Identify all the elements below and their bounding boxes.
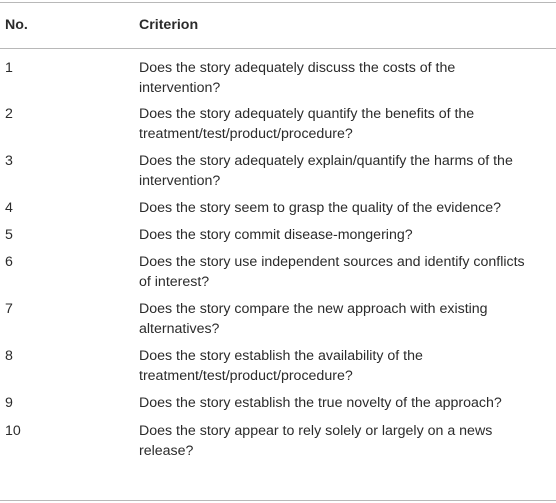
criterion-line: Does the story compare the new approach with existing (139, 301, 488, 317)
criterion-line: treatment/test/product/procedure? (139, 126, 353, 142)
row-number: 7 (5, 301, 13, 317)
row-number: 3 (5, 153, 13, 169)
criterion-line: Does the story adequately discuss the costs of the (139, 60, 456, 76)
header-criterion: Criterion (139, 17, 199, 33)
header-rule (0, 48, 556, 49)
row-criterion (139, 58, 549, 98)
row-number: 10 (5, 423, 21, 439)
row-number: 4 (5, 200, 13, 216)
row-number: 2 (5, 106, 13, 122)
row-number: 1 (5, 60, 13, 76)
criterion-line: Does the story adequately quantify the benefits of the (139, 106, 475, 122)
header-no: No. (5, 17, 28, 33)
row-criterion (139, 104, 549, 144)
criterion-line: Does the story establish the true novelty of the approach? (139, 395, 502, 411)
row-criterion (139, 225, 549, 245)
row-criterion (139, 393, 549, 413)
row-number: 9 (5, 395, 13, 411)
criterion-line: Does the story commit disease-mongering? (139, 227, 413, 243)
row-criterion (139, 198, 549, 218)
criterion-line: of interest? (139, 274, 210, 290)
criterion-line: Does the story establish the availability of the (139, 348, 423, 364)
row-number: 5 (5, 227, 13, 243)
criterion-line: Does the story use independent sources and identify conflicts (139, 254, 525, 270)
criterion-line: alternatives? (139, 321, 220, 337)
criterion-line: Does the story adequately explain/quantify the harms of the (139, 153, 513, 169)
criterion-line: release? (139, 443, 194, 459)
row-criterion (139, 252, 549, 292)
table-bottom-rule (0, 500, 556, 501)
row-number: 6 (5, 254, 13, 270)
row-criterion (139, 421, 549, 461)
table-top-rule (0, 2, 556, 3)
row-criterion (139, 346, 549, 386)
criterion-line: Does the story appear to rely solely or largely on a news (139, 423, 493, 439)
row-number: 8 (5, 348, 13, 364)
criterion-line: treatment/test/product/procedure? (139, 368, 353, 384)
row-criterion (139, 151, 549, 191)
criterion-line: intervention? (139, 80, 221, 96)
criterion-line: Does the story seem to grasp the quality of the evidence? (139, 200, 501, 216)
row-criterion (139, 299, 549, 339)
criterion-line: intervention? (139, 173, 221, 189)
